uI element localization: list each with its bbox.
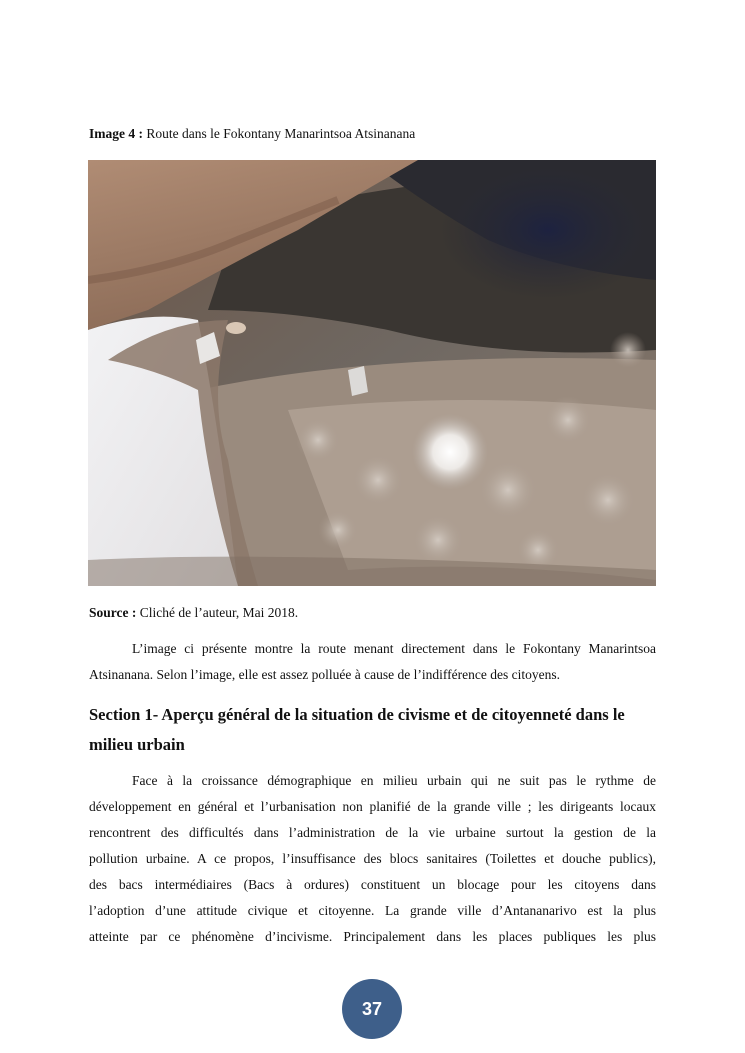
figure-caption xyxy=(89,125,415,143)
figure-source xyxy=(89,604,298,622)
figure-caption-label: Image 4 : xyxy=(89,126,143,141)
paragraph-line: des bacs intermédiaires (Bacs à ordures) constituent un blocage pour les citoyens dans xyxy=(89,877,656,892)
paragraph-line: rencontrent des difficultés dans l’administration de la vie urbaine surtout la gestion de la xyxy=(89,825,656,840)
paragraph-line: Atsinanana. Selon l’image, elle est assez polluée à cause de l’indifférence des citoyens. xyxy=(89,667,560,682)
paragraph-section-body xyxy=(89,768,656,950)
source-text: Cliché de l’auteur, Mai 2018. xyxy=(136,605,299,620)
page-number-badge xyxy=(342,979,402,1039)
section-heading-line: milieu urbain xyxy=(89,735,185,754)
section-heading-line: Section 1- Aperçu général de la situation de civisme et de citoyenneté dans le xyxy=(89,705,625,724)
paragraph-line: pollution urbaine. A ce propos, l’insuffisance des blocs sanitaires (Toilettes et douche publics), xyxy=(89,851,656,866)
figure-caption-text: Route dans le Fokontany Manarintsoa Atsinanana xyxy=(143,126,416,141)
paragraph-line: L’image ci présente montre la route menant directement dans le Fokontany Manarintsoa xyxy=(132,641,656,656)
source-label: Source : xyxy=(89,605,137,620)
paragraph-image-description xyxy=(89,636,656,688)
paragraph-line: atteinte par ce phénomène d’incivisme. Principalement dans les places publiques les plus xyxy=(89,929,656,944)
paragraph-line: l’adoption d’une attitude civique et citoyenne. La grande ville d’Antananarivo est la plus xyxy=(89,903,656,918)
page-number: 37 xyxy=(361,998,383,1019)
road-photo xyxy=(88,160,656,586)
section-heading xyxy=(89,700,656,760)
paragraph-line: Face à la croissance démographique en milieu urbain qui ne suit pas le rythme de xyxy=(132,773,656,788)
paragraph-line: développement en général et l’urbanisation non planifié de la grande ville ; les dirigeants locaux xyxy=(89,799,656,814)
